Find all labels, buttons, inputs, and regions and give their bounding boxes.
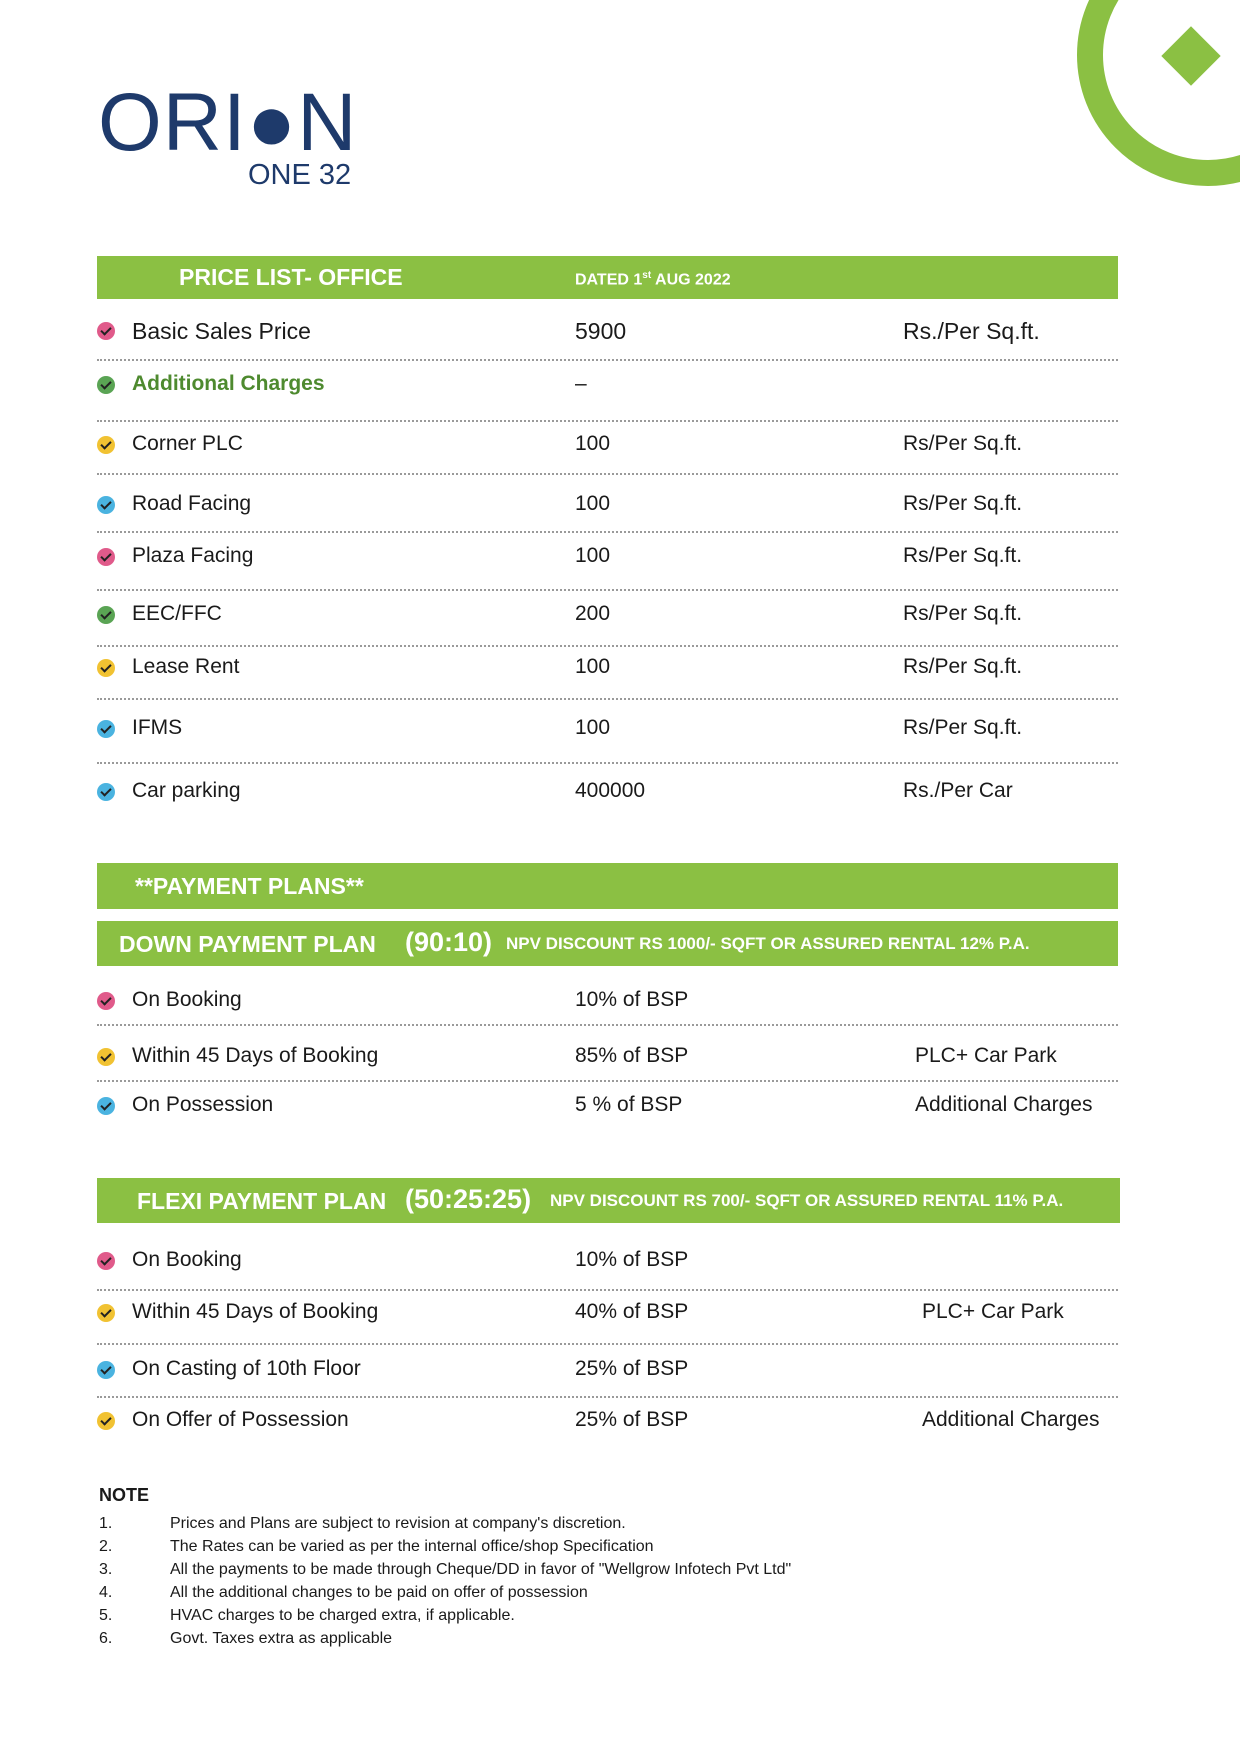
- row-extra: Additional Charges: [922, 1408, 1100, 1431]
- row-label: Basic Sales Price: [132, 318, 311, 344]
- dotted-divider: [97, 473, 1118, 475]
- row-label: Additional Charges: [132, 372, 325, 395]
- down-plan-title: DOWN PAYMENT PLAN: [119, 931, 376, 957]
- row-value: 25% of BSP: [575, 1408, 689, 1431]
- row-value: 100: [575, 544, 611, 567]
- dotted-divider: [97, 645, 1118, 647]
- note-number: 1.: [99, 1515, 113, 1532]
- row-extra: Rs/Per Sq.ft.: [903, 432, 1023, 455]
- dotted-divider: [97, 531, 1118, 533]
- check-circle-icon: [97, 548, 115, 566]
- note-text: Prices and Plans are subject to revision at company's discretion.: [170, 1515, 626, 1532]
- flexi-plan-title: FLEXI PAYMENT PLAN: [137, 1188, 387, 1214]
- row-label: EEC/FFC: [132, 602, 222, 625]
- dotted-divider: [97, 1396, 1118, 1398]
- note-text: All the payments to be made through Cheque/DD in favor of "Wellgrow Infotech Pvt Ltd": [170, 1561, 792, 1578]
- note-heading: NOTE: [99, 1485, 150, 1505]
- row-label: On Possession: [132, 1093, 274, 1116]
- down-plan-note: NPV DISCOUNT RS 1000/- SQFT OR ASSURED RENTAL 12% P.A.: [506, 934, 1030, 953]
- row-label: Within 45 Days of Booking: [132, 1300, 379, 1323]
- row-value: 200: [575, 602, 611, 625]
- note-text: HVAC charges to be charged extra, if applicable.: [170, 1607, 515, 1624]
- dotted-divider: [97, 698, 1118, 700]
- row-extra: Rs/Per Sq.ft.: [903, 544, 1023, 567]
- flexi-plan-ratio: (50:25:25): [405, 1184, 532, 1214]
- dotted-divider: [97, 1024, 1118, 1026]
- row-extra: Rs/Per Sq.ft.: [903, 602, 1023, 625]
- flexi-payment-plan-header: [97, 1178, 1120, 1223]
- row-value: 5 % of BSP: [575, 1093, 683, 1116]
- row-extra: Rs./Per Sq.ft.: [903, 318, 1040, 344]
- down-payment-plan-header: [97, 921, 1118, 966]
- check-circle-icon: [97, 1048, 115, 1066]
- check-circle-icon: [97, 376, 115, 394]
- dotted-divider: [97, 762, 1118, 764]
- dotted-divider: [97, 359, 1118, 361]
- row-value: 400000: [575, 779, 646, 802]
- dotted-divider: [97, 589, 1118, 591]
- row-value: 100: [575, 655, 611, 678]
- row-value: 100: [575, 716, 611, 739]
- row-label: On Offer of Possession: [132, 1408, 349, 1431]
- date-sup: st: [642, 270, 652, 281]
- row-value: 10% of BSP: [575, 988, 689, 1011]
- row-extra: Rs/Per Sq.ft.: [903, 655, 1023, 678]
- check-circle-icon: [97, 1304, 115, 1322]
- payment-plans-title: **PAYMENT PLANS**: [135, 873, 364, 899]
- price-list-title: PRICE LIST- OFFICE: [179, 264, 403, 290]
- check-circle-icon: [97, 1097, 115, 1115]
- row-label: Plaza Facing: [132, 544, 254, 567]
- check-circle-icon: [97, 606, 115, 624]
- price-list-date: [575, 270, 731, 289]
- row-value: 85% of BSP: [575, 1044, 689, 1067]
- check-circle-icon: [97, 1252, 115, 1270]
- row-label: Road Facing: [132, 492, 252, 515]
- flexi-plan-note: NPV DISCOUNT RS 700/- SQFT OR ASSURED RENTAL 11% P.A.: [550, 1191, 1064, 1210]
- row-value: 25% of BSP: [575, 1357, 689, 1380]
- row-label: On Casting of 10th Floor: [132, 1357, 361, 1380]
- check-circle-icon: [97, 496, 115, 514]
- payment-plans-header: [97, 863, 1118, 909]
- note-text: Govt. Taxes extra as applicable: [170, 1630, 393, 1647]
- dotted-divider: [97, 1289, 1118, 1291]
- check-circle-icon: [97, 1361, 115, 1379]
- row-value: –: [575, 372, 587, 395]
- row-label: Car parking: [132, 779, 241, 802]
- down-plan-ratio: (90:10): [405, 927, 493, 957]
- row-extra: PLC+ Car Park: [922, 1300, 1064, 1323]
- check-circle-icon: [97, 659, 115, 677]
- row-value: 100: [575, 492, 611, 515]
- logo-subtitle: ONE 32: [248, 159, 352, 191]
- note-number: 3.: [99, 1561, 113, 1578]
- row-label: Lease Rent: [132, 655, 240, 678]
- row-extra: Rs/Per Sq.ft.: [903, 492, 1023, 515]
- dotted-divider: [97, 420, 1118, 422]
- row-label: Corner PLC: [132, 432, 243, 455]
- dotted-divider: [97, 1343, 1118, 1345]
- dotted-divider: [97, 1080, 1118, 1082]
- price-list-header: [97, 256, 1118, 299]
- row-value: 40% of BSP: [575, 1300, 689, 1323]
- note-text: The Rates can be varied as per the internal office/shop Specification: [170, 1538, 654, 1555]
- row-label: Within 45 Days of Booking: [132, 1044, 379, 1067]
- check-circle-icon: [97, 322, 115, 340]
- date-prefix: DATED 1: [575, 271, 643, 289]
- row-label: IFMS: [132, 716, 183, 739]
- check-circle-icon: [97, 436, 115, 454]
- note-text: All the additional changes to be paid on offer of possession: [170, 1584, 588, 1601]
- row-extra: Rs/Per Sq.ft.: [903, 716, 1023, 739]
- check-circle-icon: [97, 1412, 115, 1430]
- row-value: 5900: [575, 318, 627, 344]
- row-value: 10% of BSP: [575, 1248, 689, 1271]
- row-extra: PLC+ Car Park: [915, 1044, 1057, 1067]
- row-value: 100: [575, 432, 611, 455]
- row-extra: Additional Charges: [915, 1093, 1093, 1116]
- brand-logo: [98, 78, 368, 193]
- corner-ring-decoration: [1040, 0, 1240, 200]
- check-circle-icon: [97, 783, 115, 801]
- logo-wordmark: ORI●N: [98, 77, 358, 168]
- row-label: On Booking: [132, 988, 242, 1011]
- check-circle-icon: [97, 992, 115, 1010]
- row-label: On Booking: [132, 1248, 242, 1271]
- note-number: 5.: [99, 1607, 113, 1624]
- note-number: 4.: [99, 1584, 113, 1601]
- note-number: 2.: [99, 1538, 113, 1555]
- row-extra: Rs./Per Car: [903, 779, 1013, 802]
- date-suffix: AUG 2022: [651, 271, 731, 289]
- note-number: 6.: [99, 1630, 113, 1647]
- check-circle-icon: [97, 720, 115, 738]
